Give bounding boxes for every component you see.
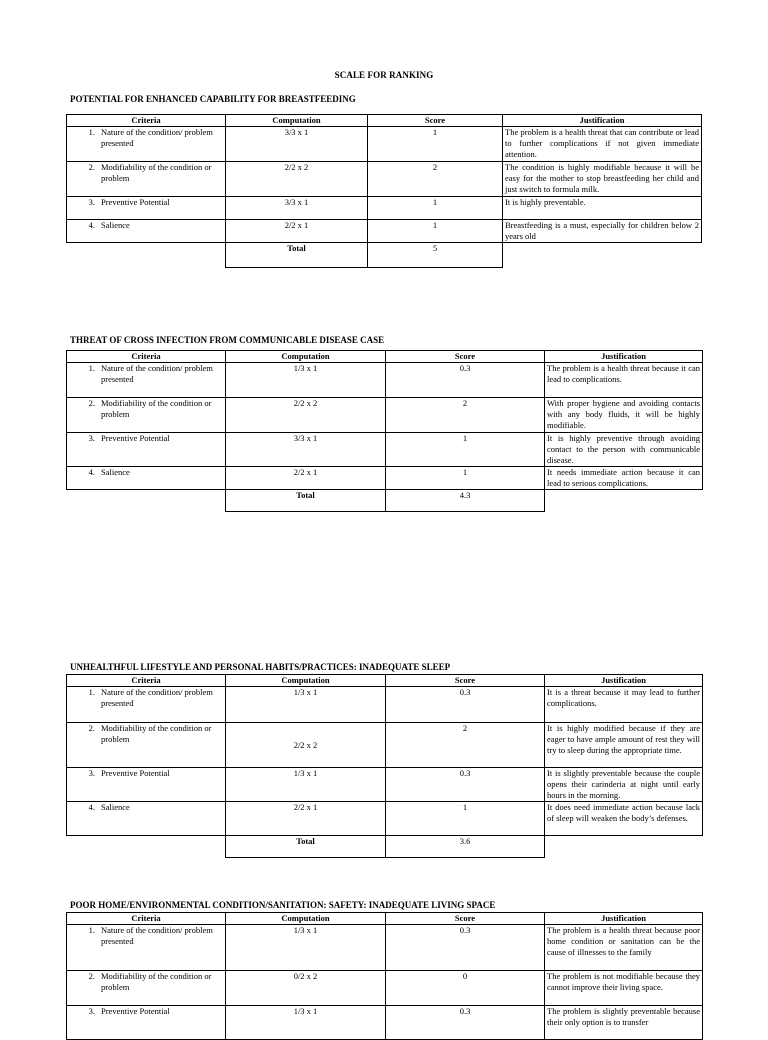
computation-cell: 1/3 x 1 xyxy=(226,768,386,802)
ranking-table-breastfeeding xyxy=(66,114,702,268)
table-row xyxy=(67,687,703,723)
criteria-label: Nature of the condition/ problem presented xyxy=(101,127,213,148)
criteria-number: 4. xyxy=(88,802,95,812)
computation-cell: 2/2 x 2 xyxy=(226,162,368,197)
score-cell: 1 xyxy=(368,220,503,243)
score-cell: 2 xyxy=(368,162,503,197)
computation-cell: 0/2 x 2 xyxy=(226,971,386,1006)
score-cell: 0.3 xyxy=(386,925,545,971)
computation-header: Computation xyxy=(226,351,386,363)
ranking-table-living-space xyxy=(66,912,703,1040)
justification-cell: It does need immediate action because lack of sleep will weaken the body’s defenses. xyxy=(545,802,703,836)
total-score: 4.3 xyxy=(386,490,545,512)
criteria-label: Modifiability of the condition or problem xyxy=(101,723,212,744)
justification-cell: The condition is highly modifiable because it will be easy for the mother to stop breastfeeding her child and just switch to formula milk. xyxy=(503,162,702,197)
criteria-label: Nature of the condition/ problem presented xyxy=(101,363,213,384)
score-cell: 1 xyxy=(368,197,503,220)
computation-cell: 1/3 x 1 xyxy=(226,363,386,398)
justification-header: Justification xyxy=(545,913,703,925)
criteria-label: Modifiability of the condition or problem xyxy=(101,398,212,419)
justification-header: Justification xyxy=(545,351,703,363)
criteria-number: 1. xyxy=(88,127,95,137)
computation-cell: 2/2 x 1 xyxy=(226,467,386,490)
total-label: Total xyxy=(226,836,386,858)
criteria-number: 3. xyxy=(88,1006,95,1016)
criteria-label: Salience xyxy=(101,467,130,477)
criteria-number: 3. xyxy=(88,197,95,207)
criteria-number: 3. xyxy=(88,768,95,778)
score-header: Score xyxy=(368,115,503,127)
computation-cell: 1/3 x 1 xyxy=(226,1006,386,1040)
justification-cell: The problem is slightly preventable because their only option is to transfer xyxy=(545,1006,703,1040)
justification-cell: Breastfeeding is a must, especially for children below 2 years old xyxy=(503,220,702,243)
justification-cell: The problem is not modifiable because they cannot improve their living space. xyxy=(545,971,703,1006)
computation-cell: 3/3 x 1 xyxy=(226,127,368,162)
computation-header: Computation xyxy=(226,675,386,687)
section-title-cross-infection: THREAT OF CROSS INFECTION FROM COMMUNICABLE DISEASE CASE xyxy=(70,335,385,345)
total-score: 3.6 xyxy=(386,836,545,858)
computation-cell: 3/3 x 1 xyxy=(226,197,368,220)
criteria-header: Criteria xyxy=(67,351,226,363)
table-row xyxy=(67,220,702,243)
ranking-table-inadequate-sleep xyxy=(66,674,703,858)
score-cell: 0 xyxy=(386,971,545,1006)
criteria-number: 2. xyxy=(88,723,95,733)
table-header-row xyxy=(67,913,703,925)
criteria-label: Salience xyxy=(101,220,130,230)
total-row xyxy=(67,836,703,858)
criteria-number: 1. xyxy=(88,925,95,935)
computation-cell: 2/2 x 1 xyxy=(226,220,368,243)
document-title: SCALE FOR RANKING xyxy=(334,70,434,80)
criteria-number: 1. xyxy=(88,687,95,697)
computation-header: Computation xyxy=(226,115,368,127)
table-row xyxy=(67,768,703,802)
table-row xyxy=(67,925,703,971)
criteria-header: Criteria xyxy=(67,675,226,687)
criteria-number: 4. xyxy=(88,467,95,477)
justification-cell: It is highly modified because if they are eager to have ample amount of rest they will try to sleep during the appropriate time. xyxy=(545,723,703,768)
computation-cell: 3/3 x 1 xyxy=(226,433,386,467)
justification-cell: The problem is a health threat because it can lead to complications. xyxy=(545,363,703,398)
computation-cell: 2/2 x 2 xyxy=(226,398,386,433)
section-title-living-space: POOR HOME/ENVIRONMENTAL CONDITION/SANITATION: SAFETY: INADEQUATE LIVING SPACE xyxy=(70,900,496,910)
computation-cell: 1/3 x 1 xyxy=(226,925,386,971)
total-row xyxy=(67,243,702,268)
criteria-header: Criteria xyxy=(67,115,226,127)
criteria-number: 2. xyxy=(88,398,95,408)
score-cell: 1 xyxy=(386,467,545,490)
table-row xyxy=(67,363,703,398)
justification-cell: The problem is a health threat because poor home condition or sanitation can be the cause of illnesses to the family xyxy=(545,925,703,971)
table-row xyxy=(67,433,703,467)
score-cell: 1 xyxy=(386,802,545,836)
table-row xyxy=(67,1006,703,1040)
table-header-row xyxy=(67,675,703,687)
justification-cell: The problem is a health threat that can contribute or lead to further complications if not given immediate attention. xyxy=(503,127,702,162)
criteria-number: 2. xyxy=(88,971,95,981)
score-cell: 1 xyxy=(368,127,503,162)
total-row xyxy=(67,490,703,512)
justification-cell: It is slightly preventable because the couple opens their carinderia at night until early hours in the morning. xyxy=(545,768,703,802)
total-label: Total xyxy=(226,243,368,268)
justification-cell: It is highly preventive through avoiding contact to the person with communicable disease. xyxy=(545,433,703,467)
table-row xyxy=(67,723,703,768)
criteria-number: 1. xyxy=(88,363,95,373)
criteria-label: Modifiability of the condition or problem xyxy=(101,162,212,183)
criteria-number: 3. xyxy=(88,433,95,443)
justification-cell: It is a threat because it may lead to further complications. xyxy=(545,687,703,723)
score-cell: 0.3 xyxy=(386,687,545,723)
score-cell: 1 xyxy=(386,433,545,467)
criteria-header: Criteria xyxy=(67,913,226,925)
criteria-label: Preventive Potential xyxy=(101,768,170,778)
computation-header: Computation xyxy=(226,913,386,925)
criteria-label: Salience xyxy=(101,802,130,812)
computation-cell: 2/2 x 2 xyxy=(226,723,386,768)
table-row xyxy=(67,162,702,197)
score-header: Score xyxy=(386,675,545,687)
criteria-label: Nature of the condition/ problem presented xyxy=(101,687,213,708)
criteria-label: Preventive Potential xyxy=(101,1006,170,1016)
section-title-breastfeeding: POTENTIAL FOR ENHANCED CAPABILITY FOR BREASTFEEDING xyxy=(70,94,356,104)
justification-cell: It needs immediate action because it can lead to serious complications. xyxy=(545,467,703,490)
table-row xyxy=(67,197,702,220)
criteria-label: Modifiability of the condition or problem xyxy=(101,971,212,992)
score-header: Score xyxy=(386,913,545,925)
score-header: Score xyxy=(386,351,545,363)
criteria-number: 2. xyxy=(88,162,95,172)
criteria-number: 4. xyxy=(88,220,95,230)
score-cell: 2 xyxy=(386,723,545,768)
table-header-row xyxy=(67,351,703,363)
score-cell: 0.3 xyxy=(386,1006,545,1040)
total-label: Total xyxy=(226,490,386,512)
section-title-inadequate-sleep: UNHEALTHFUL LIFESTYLE AND PERSONAL HABITS/PRACTICES: INADEQUATE SLEEP xyxy=(70,662,451,672)
score-cell: 2 xyxy=(386,398,545,433)
table-row xyxy=(67,467,703,490)
justification-header: Justification xyxy=(545,675,703,687)
table-row xyxy=(67,127,702,162)
score-cell: 0.3 xyxy=(386,768,545,802)
table-row xyxy=(67,971,703,1006)
justification-header: Justification xyxy=(503,115,702,127)
ranking-table-cross-infection xyxy=(66,350,703,512)
table-header-row xyxy=(67,115,702,127)
criteria-label: Preventive Potential xyxy=(101,197,170,207)
table-row xyxy=(67,398,703,433)
justification-cell: With proper hygiene and avoiding contacts with any body fluids, it will be highly modifiable. xyxy=(545,398,703,433)
table-row xyxy=(67,802,703,836)
justification-cell: It is highly preventable. xyxy=(503,197,702,220)
total-score: 5 xyxy=(368,243,503,268)
criteria-label: Preventive Potential xyxy=(101,433,170,443)
score-cell: 0.3 xyxy=(386,363,545,398)
computation-cell: 2/2 x 1 xyxy=(226,802,386,836)
computation-cell: 1/3 x 1 xyxy=(226,687,386,723)
criteria-label: Nature of the condition/ problem presented xyxy=(101,925,213,946)
